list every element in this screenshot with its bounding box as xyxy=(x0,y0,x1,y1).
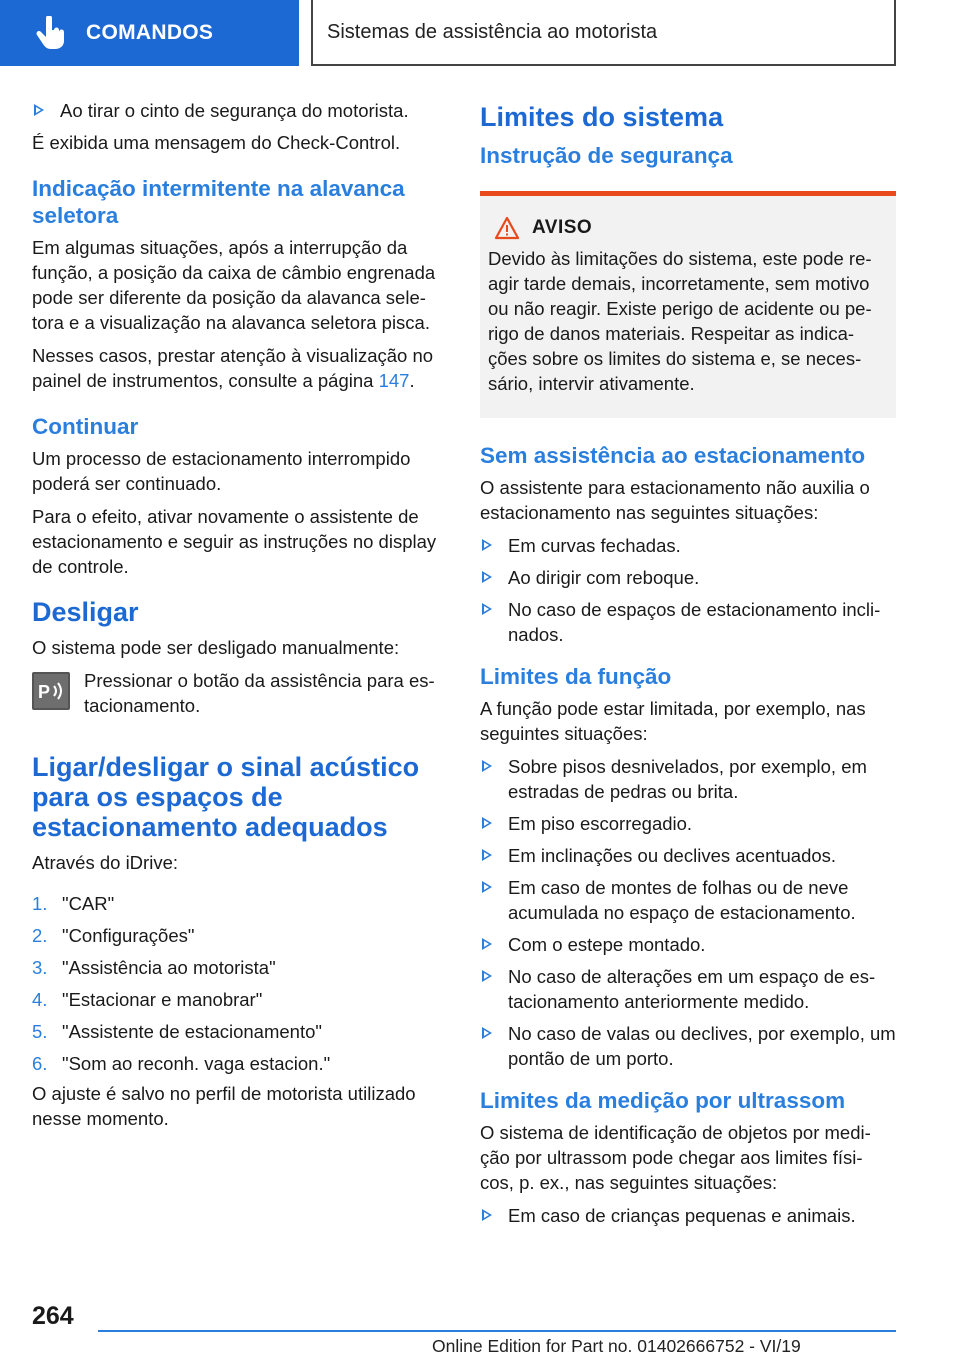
paragraph: Em algumas situações, após a interrupção da função, a posição da caixa de câmbio engrenada pode ser diferente da posição da alavanca sele-tora e a visualização na alavanca seletora pisca. xyxy=(32,237,436,333)
heading-desligar: Desligar xyxy=(32,597,139,627)
list-item: Ao dirigir com reboque. xyxy=(480,565,896,590)
list-item: Em curvas fechadas. xyxy=(480,533,896,558)
list-item: Em inclinações ou declives acentuados. xyxy=(480,843,896,868)
steps-list xyxy=(32,891,452,1076)
edition-text: Online Edition for Part no. 01402666752 - VI/19 xyxy=(432,1336,801,1356)
heading-continuar: Continuar xyxy=(32,414,139,439)
list-item: No caso de alterações em um espaço de es-tacionamento anteriormente medido. xyxy=(480,964,896,1014)
bullet-triangle-icon xyxy=(34,104,44,116)
paragraph: O sistema de identificação de objetos por medi-ção por ultrassom pode chegar aos limites físi-cos, p. ex., nas seguintes situações: xyxy=(480,1122,871,1193)
heading-funcao: Limites da função xyxy=(480,664,672,689)
heading-medicao: Limites da medição por ultrassom xyxy=(480,1088,846,1113)
heading-limites: Limites do sistema xyxy=(480,102,724,132)
list-item: Em caso de crianças pequenas e animais. xyxy=(480,1203,896,1228)
heading-indicacao: Indicação intermitente na alavanca seletora xyxy=(32,176,405,228)
list-item: 1. "CAR" xyxy=(32,893,115,914)
paragraph: Pressionar o botão da assistência para es-tacionamento. xyxy=(84,670,435,716)
warning-label: AVISO xyxy=(532,217,593,238)
heading-instrucao: Instrução de segurança xyxy=(480,143,733,168)
svg-text:P: P xyxy=(38,682,51,702)
list-item: 3. "Assistência ao motorista" xyxy=(32,957,276,978)
list-item: No caso de espaços de estacionamento incli-nados. xyxy=(480,597,896,647)
left-column xyxy=(32,98,452,1139)
list-item: Ao tirar o cinto de segurança do motorista. xyxy=(32,98,452,123)
paragraph: A função pode estar limitada, por exemplo, nas seguintes situações: xyxy=(480,698,866,744)
list-item: 6. "Som ao reconh. vaga estacion." xyxy=(32,1053,331,1074)
chapter-title: Sistemas de assistência ao motorista xyxy=(327,20,658,43)
list-item: Sobre pisos desnivelados, por exemplo, em estradas de pedras ou brita. xyxy=(480,754,896,804)
paragraph: Nesses casos, prestar atenção à visualização no painel de instrumentos, consulte a página 147. xyxy=(32,345,434,391)
top-bullet-list xyxy=(32,98,452,123)
list-item: 4. "Estacionar e manobrar" xyxy=(32,989,263,1010)
paragraph: O sistema pode ser desligado manualmente: xyxy=(32,637,400,658)
right-column xyxy=(480,98,896,1235)
park-assist-button-icon xyxy=(32,672,70,710)
hand-pointer-icon xyxy=(36,16,66,50)
paragraph: Através do iDrive: xyxy=(32,852,178,873)
section-tab xyxy=(0,0,299,66)
sem-list xyxy=(480,533,896,647)
paragraph: O assistente para estacionamento não auxilia o estacionamento nas seguintes situações: xyxy=(480,477,870,523)
chapter-header xyxy=(311,0,896,66)
footer-rule xyxy=(98,1330,896,1332)
heading-ligar: Ligar/desligar o sinal acústico para os espaços de estacionamento adequados xyxy=(32,752,420,842)
page-link[interactable]: 147 xyxy=(378,370,410,391)
paragraph: Para o efeito, ativar novamente o assistente de estacionamento e seguir as instruções no display de controle. xyxy=(32,506,437,577)
paragraph: O ajuste é salvo no perfil de motorista utilizado nesse momento. xyxy=(32,1083,416,1129)
page-number: 264 xyxy=(32,1302,74,1330)
section-label: COMANDOS xyxy=(86,21,214,44)
paragraph: É exibida uma mensagem do Check-Control. xyxy=(32,132,401,153)
list-item: Em caso de montes de folhas ou de neve acumulada no espaço de estacionamento. xyxy=(480,875,896,925)
list-item: Com o estepe montado. xyxy=(480,932,896,957)
list-item: 5. "Assistente de estacionamento" xyxy=(32,1021,322,1042)
medicao-list xyxy=(480,1203,896,1228)
list-item: 2. "Configurações" xyxy=(32,925,195,946)
button-instruction xyxy=(32,668,452,718)
parking-sensor-icon xyxy=(34,674,68,708)
warning-triangle-icon xyxy=(494,216,520,240)
heading-sem: Sem assistência ao estacionamento xyxy=(480,443,866,468)
warning-box xyxy=(480,191,896,418)
list-item: No caso de valas ou declives, por exemplo, um pontão de um porto. xyxy=(480,1021,896,1071)
list-item: Em piso escorregadio. xyxy=(480,811,896,836)
warning-header xyxy=(494,216,886,240)
funcao-list xyxy=(480,754,896,1071)
warning-text: Devido às limitações do sistema, este pode re-agir tarde demais, incorretamente, sem motivo ou não reagir. Existe perigo de acidente ou pe-rigo de danos materiais. Respeitar as indica-ções sobre os limites do sistema e, se neces-sário, intervir ativamente. xyxy=(488,248,872,394)
paragraph: Um processo de estacionamento interrompido poderá ser continuado. xyxy=(32,448,411,494)
